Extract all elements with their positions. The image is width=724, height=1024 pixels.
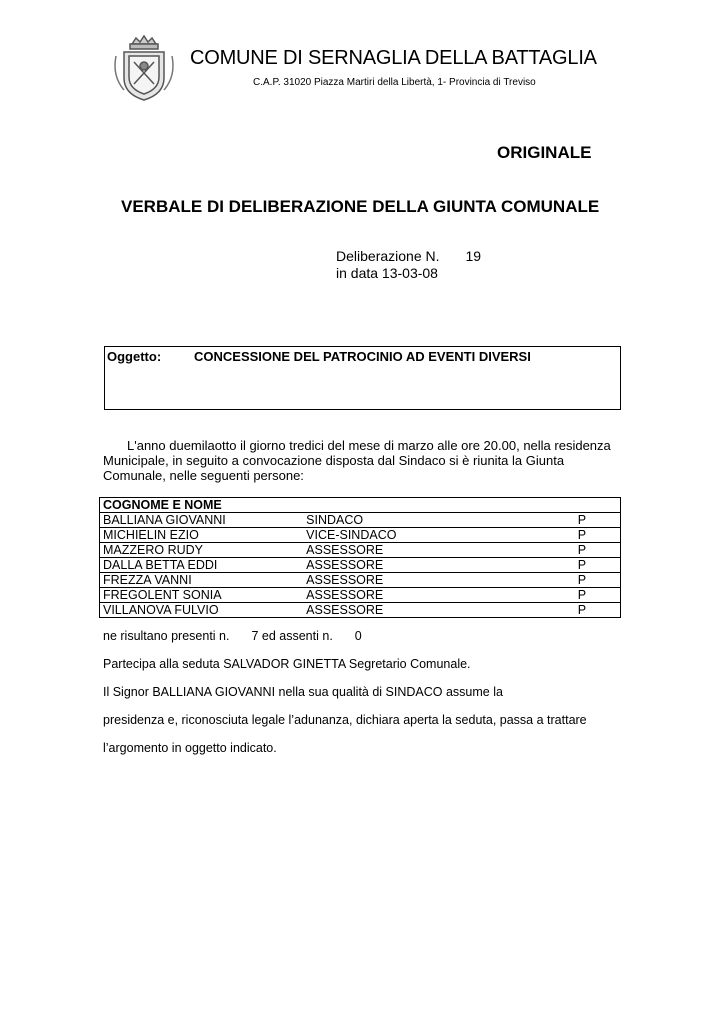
table-row: [100, 603, 621, 618]
member-name: BALLIANA GIOVANNI: [100, 513, 304, 528]
deliberation-number-line: [336, 248, 481, 264]
member-role: ASSESSORE: [303, 603, 575, 618]
member-status: P: [575, 528, 621, 543]
absent-count: 0: [354, 629, 362, 643]
subject-reference-line: l’argomento in oggetto indicato.: [103, 741, 277, 755]
member-role: SINDACO: [303, 513, 575, 528]
member-status: P: [575, 543, 621, 558]
member-role: ASSESSORE: [303, 543, 575, 558]
intro-text: L'anno duemilaotto il giorno tredici del mese di marzo alle ore 20.00, nella residenza Municipale, in seguito a convocazione disposta dal Sindaco si è riunita la Giunta Comunale, nelle seguenti persone:: [103, 438, 611, 483]
deliberation-number: 19: [465, 248, 482, 264]
member-name: MAZZERO RUDY: [100, 543, 304, 558]
member-name: MICHIELIN EZIO: [100, 528, 304, 543]
secretary-line: Partecipa alla seduta SALVADOR GINETTA Segretario Comunale.: [103, 657, 471, 671]
municipality-name: COMUNE DI SERNAGLIA DELLA BATTAGLIA: [190, 47, 597, 69]
member-status: P: [575, 603, 621, 618]
member-name: VILLANOVA FULVIO: [100, 603, 304, 618]
member-role: ASSESSORE: [303, 558, 575, 573]
present-label: ne risultano presenti n.: [103, 629, 230, 643]
member-status: P: [575, 558, 621, 573]
deliberation-label: Deliberazione N.: [336, 248, 440, 264]
table-row: [100, 528, 621, 543]
deliberation-date: in data 13-03-08: [336, 265, 438, 281]
table-row: [100, 588, 621, 603]
municipality-address: C.A.P. 31020 Piazza Martiri della Libertà, 1- Provincia di Treviso: [253, 77, 536, 88]
subject-text: CONCESSIONE DEL PATROCINIO AD EVENTI DIVERSI: [194, 349, 531, 364]
member-name: FREGOLENT SONIA: [100, 588, 304, 603]
member-role: VICE-SINDACO: [303, 528, 575, 543]
municipal-crest-icon: [108, 32, 180, 104]
member-name: FREZZA VANNI: [100, 573, 304, 588]
member-name: DALLA BETTA EDDI: [100, 558, 304, 573]
mayor-line: Il Signor BALLIANA GIOVANNI nella sua qualità di SINDACO assume la: [103, 685, 503, 699]
table-row: [100, 573, 621, 588]
subject-label: Oggetto:: [107, 349, 162, 364]
member-status: P: [575, 513, 621, 528]
present-count: 7: [251, 629, 259, 643]
table-row: [100, 513, 621, 528]
member-status: P: [575, 588, 621, 603]
header-cell-name: COGNOME E NOME: [100, 498, 304, 513]
presidency-line: presidenza e, riconosciuta legale l’adunanza, dichiara aperta la seduta, passa a trattare: [103, 713, 587, 727]
members-table: [99, 497, 621, 618]
member-role: ASSESSORE: [303, 588, 575, 603]
attendance-line: [103, 629, 362, 643]
member-role: ASSESSORE: [303, 573, 575, 588]
intro-paragraph: [103, 438, 613, 483]
absent-label: ed assenti n.: [261, 629, 333, 643]
copy-type-label: ORIGINALE: [497, 143, 592, 162]
table-row: [100, 558, 621, 573]
table-header-row: [100, 498, 621, 513]
member-status: P: [575, 573, 621, 588]
table-row: [100, 543, 621, 558]
document-title: VERBALE DI DELIBERAZIONE DELLA GIUNTA COMUNALE: [121, 197, 600, 216]
